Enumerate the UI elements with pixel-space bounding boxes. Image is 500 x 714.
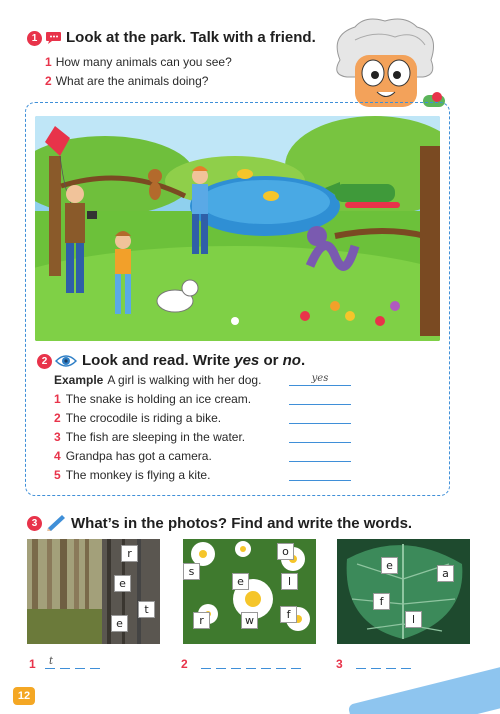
letter-blank[interactable] <box>246 668 256 669</box>
letter-tile: l <box>405 611 422 628</box>
corner-decoration <box>348 664 500 714</box>
letter-blank[interactable] <box>216 668 226 669</box>
letter-blank[interactable] <box>291 668 301 669</box>
letter-blank[interactable] <box>90 668 100 669</box>
letter-blank[interactable] <box>386 668 396 669</box>
letter-blank[interactable] <box>60 668 70 669</box>
letter-tile: l <box>281 573 298 590</box>
word-number-2: 2 <box>181 657 188 671</box>
answer-line-2[interactable] <box>289 423 351 424</box>
letter-tile: t <box>138 601 155 618</box>
answer-line-1[interactable] <box>289 404 351 405</box>
example-sentence: Example A girl is walking with her dog. <box>54 373 262 387</box>
statement-2: 2 The crocodile is riding a bike. <box>54 411 222 425</box>
word-number-1: 1 <box>29 657 36 671</box>
letter-tile: e <box>111 615 128 632</box>
exercise-2-title: Look and read. Write yes or no. <box>82 352 306 369</box>
letter-tile: r <box>193 612 210 629</box>
letter-tile: a <box>437 565 454 582</box>
letter-blank[interactable] <box>276 668 286 669</box>
letter-tile: e <box>114 575 131 592</box>
speech-bubble-icon <box>45 30 62 45</box>
exercise-1-number: 1 <box>27 31 42 46</box>
page-number: 12 <box>13 687 35 705</box>
statement-5: 5 The monkey is flying a kite. <box>54 468 211 482</box>
exercise-3-title: What’s in the photos? Find and write the words. <box>71 515 413 532</box>
photo-tree <box>27 539 160 644</box>
letter-blank[interactable] <box>356 668 366 669</box>
letter-blank[interactable] <box>231 668 241 669</box>
letter-blank[interactable] <box>401 668 411 669</box>
statement-1: 1 The snake is holding an ice cream. <box>54 392 252 406</box>
exercise-1-item: 2 What are the animals doing? <box>45 74 209 88</box>
letter-tile: s <box>183 563 200 580</box>
answer-line-5[interactable] <box>289 480 351 481</box>
exercise-2-number: 2 <box>37 354 52 369</box>
statement-4: 4 Grandpa has got a camera. <box>54 449 212 463</box>
exercise-1-item: 1 How many animals can you see? <box>45 55 232 69</box>
pencil-icon <box>45 513 67 531</box>
answer-line-4[interactable] <box>289 461 351 462</box>
letter-tile: w <box>241 612 258 629</box>
letter-blank[interactable] <box>75 668 85 669</box>
letter-tile: e <box>232 573 249 590</box>
letter-tile: f <box>280 606 297 623</box>
photo-leaf <box>337 539 470 644</box>
answer-line-3[interactable] <box>289 442 351 443</box>
letter-tile: r <box>121 545 138 562</box>
park-illustration <box>35 116 440 341</box>
letter-blank[interactable] <box>261 668 271 669</box>
letter-blank[interactable] <box>45 668 55 669</box>
letter-tile: f <box>373 593 390 610</box>
word-number-3: 3 <box>336 657 343 671</box>
letter-tile: o <box>277 543 294 560</box>
letter-blank[interactable] <box>201 668 211 669</box>
exercise-3-number: 3 <box>27 516 42 531</box>
example-answer-line <box>289 385 351 386</box>
word-1-first-letter: t <box>49 656 54 667</box>
letter-tile: e <box>381 557 398 574</box>
exercise-1-title: Look at the park. Talk with a friend. <box>66 29 316 46</box>
statement-3: 3 The fish are sleeping in the water. <box>54 430 246 444</box>
mascot-character <box>325 15 450 115</box>
letter-blank[interactable] <box>371 668 381 669</box>
eye-icon <box>55 353 77 369</box>
example-answer: yes <box>311 373 329 384</box>
